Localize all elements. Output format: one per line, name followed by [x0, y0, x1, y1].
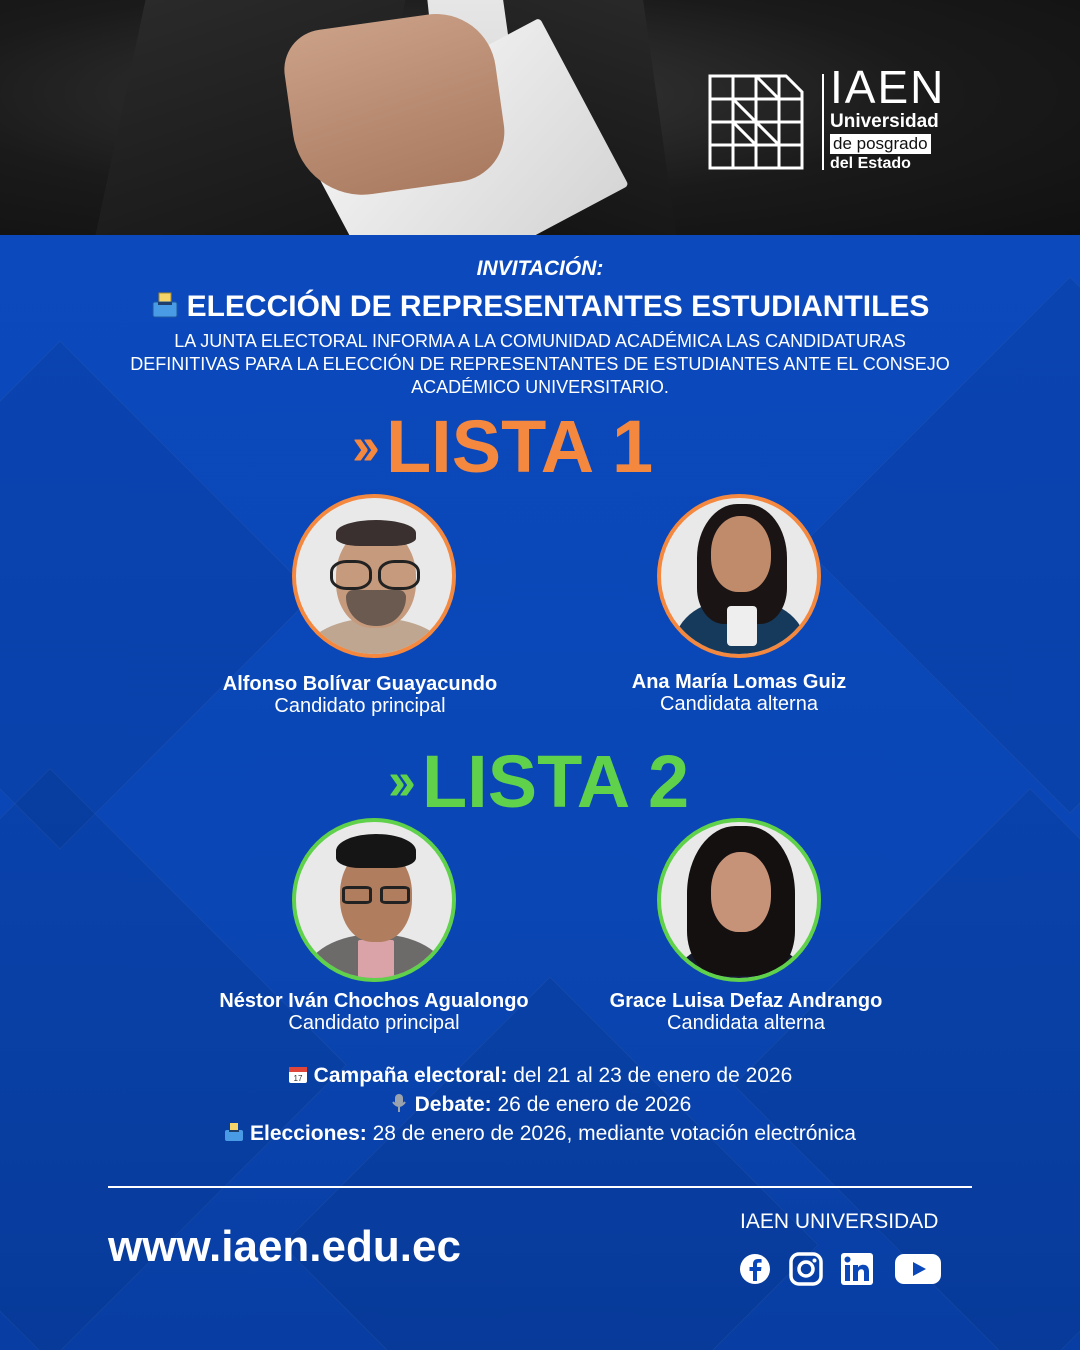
candidate-name: Néstor Iván Chochos Agualongo [219, 990, 529, 1012]
schedule-label: Debate: [414, 1093, 492, 1116]
candidate-role: Candidato principal [288, 1012, 460, 1034]
logo-divider [822, 74, 824, 170]
candidate-photo-grace [657, 818, 821, 982]
list-2-heading [388, 740, 690, 823]
schedule-label: Elecciones: [250, 1122, 367, 1145]
page-title-text: ELECCIÓN DE REPRESENTANTES ESTUDIANTILES [186, 290, 930, 323]
candidate-role: Candidato principal [274, 695, 446, 717]
list-1-label: LISTA 1 [385, 405, 654, 488]
candidate-photo-nestor [292, 818, 456, 982]
candidate-photo-alfonso [292, 494, 456, 658]
hero-hand [279, 6, 511, 204]
calendar-icon [288, 1064, 308, 1084]
page-title [0, 290, 1080, 324]
youtube-icon[interactable] [894, 1252, 942, 1286]
schedule-value: del 21 al 23 de enero de 2026 [507, 1064, 793, 1087]
hero-photo [0, 0, 1080, 235]
chevrons-icon: ›› [352, 416, 372, 476]
schedule-value: 28 de enero de 2026, mediante votación electrónica [366, 1122, 856, 1145]
schedule-value: 26 de enero de 2026 [491, 1093, 692, 1116]
schedule-label: Campaña electoral: [313, 1064, 508, 1087]
candidate-name: Ana María Lomas Guiz [631, 671, 847, 693]
website-link[interactable]: www.iaen.edu.ec [108, 1222, 461, 1271]
logo-name: IAEN [830, 61, 946, 113]
microphone-icon [389, 1093, 409, 1113]
footer-divider [108, 1186, 972, 1188]
candidate-role: Candidata alterna [667, 1012, 825, 1034]
intro-description: LA JUNTA ELECTORAL INFORMA A LA COMUNIDAD ACADÉMICA LAS CANDIDATURAS DEFINITIVAS PARA LA ELECCIÓN DE REPRESENTANTES DE ESTUDIANTES ANTE EL CONSEJO ACADÉMICO UNIVERSITARIO. [130, 331, 950, 397]
candidate-name: Grace Luisa Defaz Andrango [609, 990, 883, 1012]
iaen-logo [706, 61, 956, 174]
invitation-kicker: INVITACIÓN: [476, 257, 604, 280]
logo-line-2: de posgrado [830, 134, 931, 154]
logo-line-1: Universidad [830, 111, 939, 132]
candidate-role: Candidata alterna [660, 693, 818, 715]
schedule-debate [0, 1093, 1080, 1117]
chevrons-icon: ›› [388, 751, 408, 811]
footer-brand: IAEN UNIVERSIDAD [740, 1210, 939, 1233]
linkedin-icon[interactable] [840, 1252, 874, 1286]
ballot-box-icon [224, 1122, 244, 1142]
list-1-heading [352, 405, 654, 488]
instagram-icon[interactable] [789, 1252, 823, 1286]
candidate-photo-ana [657, 494, 821, 658]
logo-grid-icon [706, 72, 806, 172]
svg-text:17: 17 [293, 1074, 303, 1083]
logo-line-3: del Estado [830, 155, 911, 172]
ballot-box-icon [151, 291, 179, 319]
schedule-campaign [0, 1064, 1080, 1088]
list-2-label: LISTA 2 [421, 740, 690, 823]
facebook-icon[interactable] [738, 1252, 772, 1286]
candidate-name: Alfonso Bolívar Guayacundo [222, 673, 498, 695]
schedule-elections [0, 1122, 1080, 1146]
